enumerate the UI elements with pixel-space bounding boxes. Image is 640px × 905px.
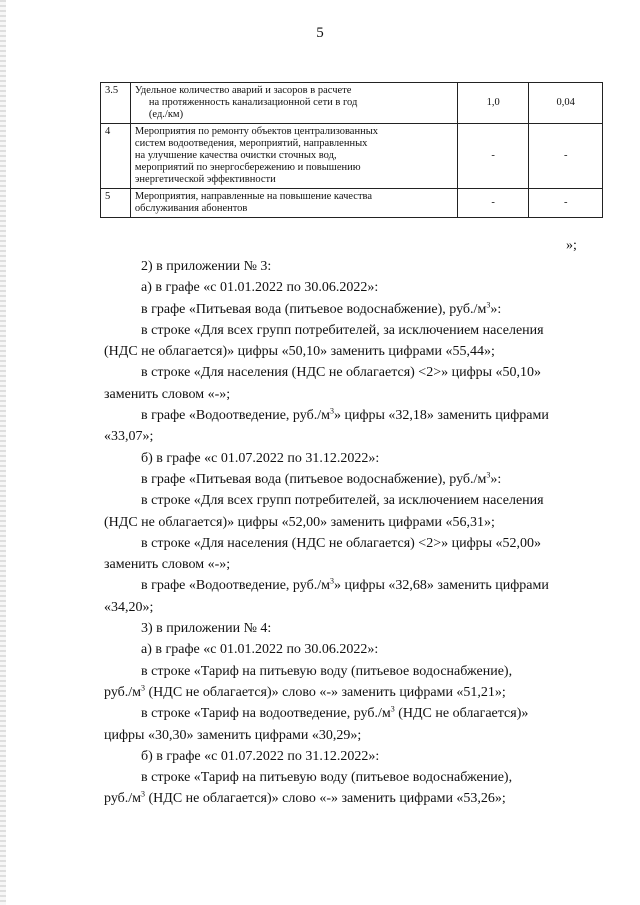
value-cell: 1,0 xyxy=(457,83,529,124)
paragraph: в строке «Тариф на питьевую воду (питьевое водоснабжение), xyxy=(141,770,513,786)
paragraph: 3) в приложении № 4: xyxy=(141,621,272,637)
paragraph: а) в графе «с 01.01.2022 по 30.06.2022»: xyxy=(141,280,379,296)
page-number: 5 xyxy=(316,25,324,41)
value-cell: - xyxy=(457,189,529,218)
value-cell: - xyxy=(529,124,603,189)
paragraph: в графе «Водоотведение, $руб./м^3$» цифры «32,18» заменить цифрами xyxy=(141,406,549,424)
description-line: на протяженность канализационной сети в год xyxy=(148,97,358,108)
paragraph: в строке «Для всех групп потребителей, за исключением населения xyxy=(141,493,544,509)
description-line: Удельное количество аварий и засоров в расчете xyxy=(134,85,352,96)
value-cell: 0,04 xyxy=(529,83,603,124)
row-description xyxy=(130,189,457,218)
paragraph: $руб./м^3$ (НДС не облагается)» слово «-» заменить цифрами «53,26»; xyxy=(104,789,506,807)
paragraph: цифры «30,30» заменить цифрами «30,29»; xyxy=(104,727,362,743)
paragraph: в строке «Для населения (НДС не облагается) <2>» цифры «50,10» xyxy=(141,365,542,381)
row-number: 4 xyxy=(101,124,131,189)
paragraph: «34,20»; xyxy=(104,599,154,615)
table-row xyxy=(101,189,603,218)
description-line: обслуживания абонентов xyxy=(134,203,248,214)
paragraph: в строке «Тариф на водоотведение, $руб./м^3$ (НДС не облагается)» xyxy=(141,704,529,722)
paragraph: б) в графе «с 01.07.2022 по 31.12.2022»: xyxy=(141,450,380,466)
paragraph: в графе «Питьевая вода (питьевое водоснабжение), $руб./м^3$»: xyxy=(141,299,502,317)
paragraph: в строке «Для населения (НДС не облагается) <2>» цифры «52,00» xyxy=(141,535,542,551)
row-number: 5 xyxy=(101,189,131,218)
table-row xyxy=(101,83,603,124)
description-line: Мероприятия по ремонту объектов централизованных xyxy=(134,126,379,137)
paragraph: $руб./м^3$ (НДС не облагается)» слово «-» заменить цифрами «51,21»; xyxy=(104,683,506,700)
value-cell: - xyxy=(457,124,529,189)
paragraph: в графе «Питьевая вода (питьевое водоснабжение), $руб./м^3$»: xyxy=(141,470,502,487)
paragraph: 2) в приложении № 3: xyxy=(141,259,272,274)
paragraph: заменить словом «-»; xyxy=(104,557,231,573)
description-line: энергетической эффективности xyxy=(134,174,276,185)
paragraph: б) в графе «с 01.07.2022 по 31.12.2022»: xyxy=(141,748,380,764)
paragraph: (НДС не облагается)» цифры «52,00» заменить цифрами «56,31»; xyxy=(104,514,495,530)
table-row xyxy=(101,124,603,189)
paragraph: в строке «Для всех групп потребителей, за исключением населения xyxy=(141,322,544,338)
paragraph: в строке «Тариф на питьевую воду (питьевое водоснабжение), xyxy=(141,663,513,679)
amendments-text xyxy=(104,256,604,810)
paragraph: (НДС не облагается)» цифры «50,10» заменить цифрами «55,44»; xyxy=(104,344,495,360)
description-line: мероприятий по энергосбережению и повышению xyxy=(134,162,361,173)
row-number: 3.5 xyxy=(101,83,131,124)
paragraph: в графе «Водоотведение, $руб./м^3$» цифры «32,68» заменить цифрами xyxy=(141,576,549,594)
description-line: Мероприятия, направленные на повышение качества xyxy=(134,191,373,202)
paragraph: «33,07»; xyxy=(104,429,154,445)
row-description xyxy=(130,124,457,189)
paragraph: а) в графе «с 01.01.2022 по 30.06.2022»: xyxy=(141,642,379,658)
description-line: на улучшение качества очистки сточных вод, xyxy=(134,150,337,161)
scan-edge xyxy=(0,0,6,905)
description-line: систем водоотведения, мероприятий, направленных xyxy=(134,138,368,149)
row-description xyxy=(130,83,457,124)
description-line: (ед./км) xyxy=(148,109,184,120)
closing-quote-mark: »; xyxy=(566,238,577,253)
value-cell: - xyxy=(529,189,603,218)
indicators-table xyxy=(100,82,603,218)
paragraph: заменить словом «-»; xyxy=(104,386,231,402)
